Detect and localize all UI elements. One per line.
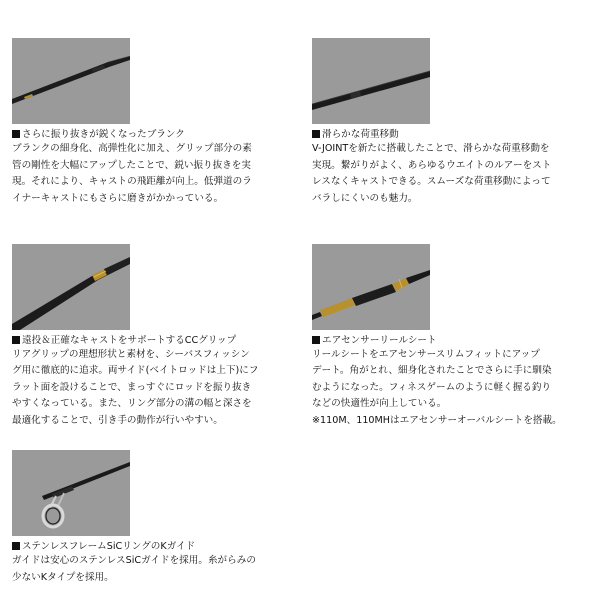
feature-reel-seat [312,244,594,429]
rod-blank-tip-image [12,38,130,124]
feature-heading: 滑らかな荷重移動 [312,128,594,141]
feature-heading: ステンレスフレームSiCリングのKガイド [12,540,294,553]
feature-k-guide [12,450,294,586]
rod-reel-seat-image [312,244,430,330]
rod-v-joint-illustration [312,38,430,124]
feature-heading: 遠投＆正確なキャストをサポートするCCグリップ [12,334,294,347]
square-bullet-icon [12,130,20,138]
rod-v-joint-image [312,38,430,124]
square-bullet-icon [12,336,20,344]
feature-description: リールシートをエアセンサースリムフィットにアップ デート。角がとれ、細身化されたことでさらに手に馴染 むようになった。フィネスゲームのように軽く握る釣り などの快適性が向上している。 ※110M、110MHはエアセンサーオーバルシートを搭載。 [312,349,562,426]
feature-description: ブランクの細身化、高弾性化に加え、グリップ部分の素 管の剛性を大幅にアップしたことで、鋭い振り抜きを実 現。それにより、キャストの飛距離が向上。低弾道のラ イナーキャストにもさらに磨きがかかっている。 [12,143,252,204]
feature-heading: さらに振り抜きが鋭くなったブランク [12,128,294,141]
rod-k-guide-illustration [12,450,130,536]
feature-cc-grip [12,244,294,429]
square-bullet-icon [312,336,320,344]
feature-description: V-JOINTを新たに搭載したことで、滑らかな荷重移動を 実現。繋がりがよく、あらゆるウエイトのルアーをスト レスなくキャストできる。スムーズな荷重移動によって バラしにくいのも魅力。 [312,143,552,204]
feature-v-joint [312,38,594,207]
feature-heading: エアセンサーリールシート [312,334,594,347]
rod-cc-grip-image [12,244,130,330]
square-bullet-icon [312,130,320,138]
rod-reel-seat-illustration [312,244,430,330]
feature-description: ガイドは安心のステンレスSiCガイドを採用。糸がらみの 少ないKタイプを採用。 [12,555,256,583]
rod-blank-tip-illustration [12,38,130,124]
rod-k-guide-image [12,450,130,536]
square-bullet-icon [12,542,20,550]
feature-description: リアグリップの理想形状と素材を、シーバスフィッシン グ用に徹底的に追求。両サイド(ベイトロッドは上下)にフ ラット面を設けることで、まっすぐにロッドを振り抜き やすくなっている。また、リング部分の溝の幅と深さを 最適化することで、引き手の動作が行いやすい。 [12,349,259,426]
rod-cc-grip-illustration [12,244,130,330]
feature-blank [12,38,294,207]
